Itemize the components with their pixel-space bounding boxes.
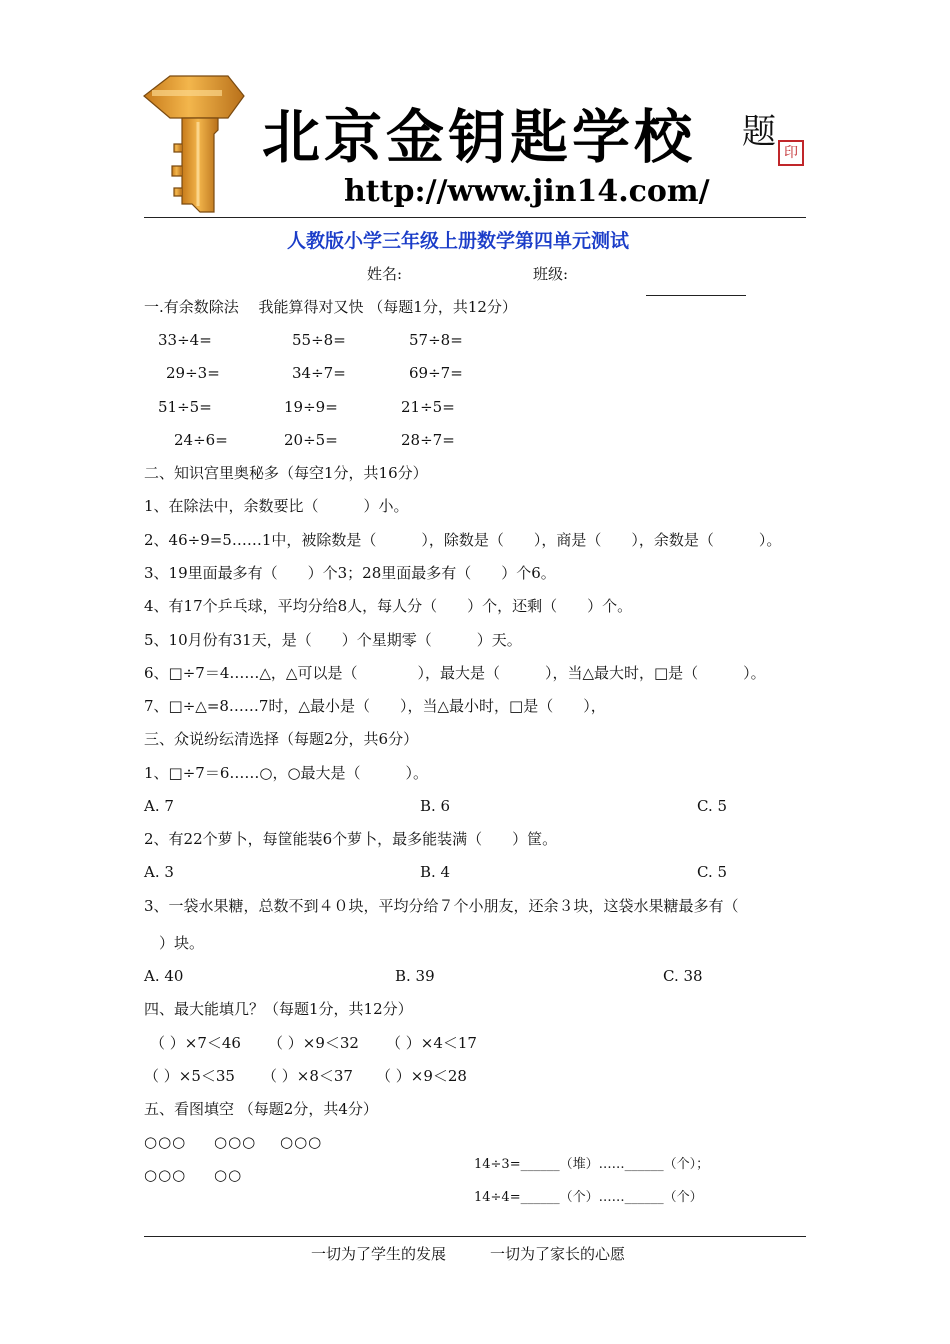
fill-question: 5、10月份有31天，是（ ）个星期零（ ）天。: [144, 631, 522, 649]
inequality-item: （ ）×9＜32: [268, 1034, 359, 1052]
footer-motto-left: 一切为了学生的发展: [311, 1245, 447, 1263]
calc-item: 19÷9=: [284, 398, 338, 416]
choice-option: C. 38: [663, 967, 703, 985]
inequality-item: （ ）×4＜17: [386, 1034, 477, 1052]
circle-group: ○○○: [144, 1166, 187, 1184]
fill-question: 3、19里面最多有（ ）个3；28里面最多有（ ）个6。: [144, 564, 556, 582]
calc-item: 34÷7=: [292, 364, 346, 382]
choice-option: B. 6: [420, 797, 451, 815]
calc-item: 69÷7=: [409, 364, 463, 382]
choice-option: C. 5: [697, 797, 728, 815]
circle-group: ○○: [214, 1166, 243, 1184]
golden-key-icon: [140, 66, 248, 216]
calc-item: 21÷5=: [401, 398, 455, 416]
header-divider: [144, 217, 806, 218]
calligraphy-signature: 题: [742, 112, 776, 152]
calc-item: 55÷8=: [292, 331, 346, 349]
picture-equation: 14÷4=______（个）……______（个）: [474, 1190, 703, 1205]
page-title: 人教版小学三年级上册数学第四单元测试: [287, 230, 630, 252]
calc-item: 28÷7=: [401, 431, 455, 449]
calc-item: 24÷6=: [174, 431, 228, 449]
inequality-item: （ ）×7＜46: [150, 1034, 241, 1052]
choice-option: B. 4: [420, 863, 451, 881]
school-url[interactable]: http://www.jin14.com/: [344, 174, 710, 209]
calc-item: 29÷3=: [166, 364, 220, 382]
circle-group: ○○○: [214, 1133, 257, 1151]
inequality-item: （ ）×5＜35: [144, 1067, 235, 1085]
fill-question: 4、有17个乒乓球，平均分给8人，每人分（ ）个，还剩（ ）个。: [144, 597, 633, 615]
footer-divider: [144, 1236, 806, 1237]
calc-item: 57÷8=: [409, 331, 463, 349]
choice-option: A. 3: [144, 863, 174, 881]
circle-group: ○○○: [280, 1133, 323, 1151]
calc-item: 51÷5=: [158, 398, 212, 416]
red-seal-stamp: 印: [778, 140, 804, 166]
footer-motto-right: 一切为了家长的心愿: [490, 1245, 626, 1263]
choice-question: 3、一袋水果糖，总数不到４０块，平均分给７个小朋友，还余３块，这袋水果糖最多有（: [144, 897, 739, 915]
school-name-logo: 北京金钥匙学校: [262, 103, 697, 171]
choice-option: A. 40: [144, 967, 184, 985]
section-4-heading: 四、最大能填几？（每题1分，共12分）: [144, 1000, 413, 1018]
choice-option: B. 39: [395, 967, 435, 985]
picture-equation: 14÷3=______（堆）……______（个）；: [474, 1157, 710, 1172]
calc-item: 33÷4=: [158, 331, 212, 349]
class-blank-line: [646, 295, 746, 296]
fill-question: 1、在除法中，余数要比（ ）小。: [144, 497, 409, 515]
name-label: 姓名:: [367, 265, 403, 283]
section-2-heading: 二、知识宫里奥秘多（每空1分，共16分）: [144, 464, 428, 482]
inequality-item: （ ）×8＜37: [262, 1067, 353, 1085]
section-1-heading: 一.有余数除法 我能算得对又快 （每题1分，共12分）: [144, 298, 517, 316]
choice-option: A. 7: [144, 797, 174, 815]
inequality-item: （ ）×9＜28: [376, 1067, 467, 1085]
choice-question: 2、有22个萝卜，每筐能装6个萝卜，最多能装满（ ）筐。: [144, 830, 558, 848]
section-5-heading: 五、看图填空 （每题2分，共4分）: [144, 1100, 378, 1118]
class-label: 班级:: [533, 265, 569, 283]
choice-question-cont: ）块。: [144, 934, 205, 952]
section-3-heading: 三、众说纷纭清选择（每题2分，共6分）: [144, 730, 419, 748]
fill-question: 2、46÷9=5……1中，被除数是（ ），除数是（ ），商是（ ），余数是（ ）。: [144, 531, 782, 549]
circle-group: ○○○: [144, 1133, 187, 1151]
choice-question: 1、□÷7＝6……○，○最大是（ ）。: [144, 764, 429, 782]
fill-question: 6、□÷7＝4……△，△可以是（ ），最大是（ ），当△最大时，□是（ ）。: [144, 664, 766, 682]
fill-question: 7、□÷△=8……7时，△最小是（ ），当△最小时，□是（ ），: [144, 697, 606, 715]
choice-option: C. 5: [697, 863, 728, 881]
calc-item: 20÷5=: [284, 431, 338, 449]
